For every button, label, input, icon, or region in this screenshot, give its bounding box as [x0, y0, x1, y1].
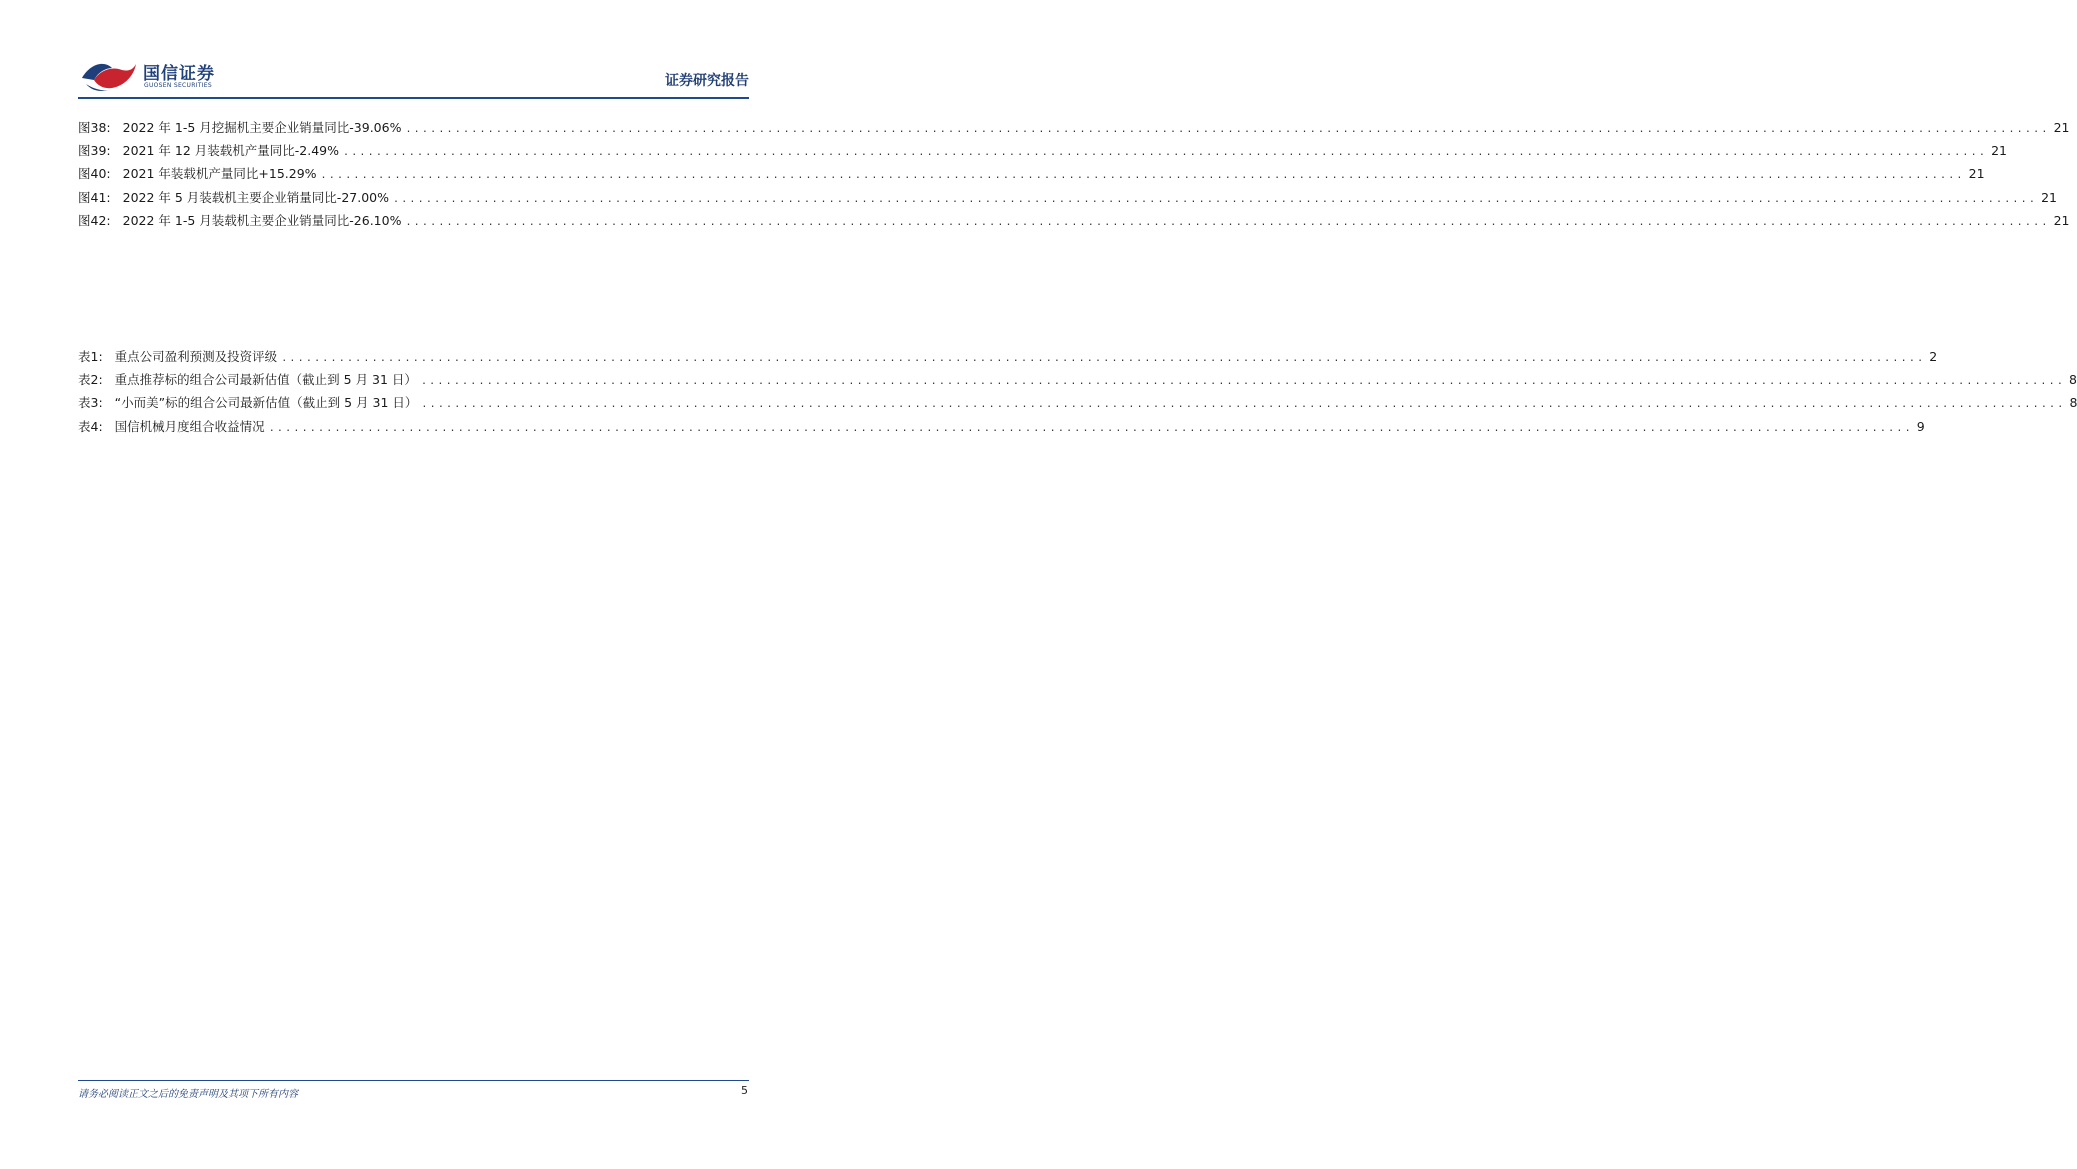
toc-entry-title: 2021 年 12 月装载机产量同比-2.49% [122, 143, 339, 159]
toc-entry-label: 表1: [78, 349, 103, 364]
toc-dot-leader: ........................................................................................................................................................................................................ [281, 353, 1926, 364]
header-divider [78, 97, 749, 99]
figure-index-entry[interactable] [78, 186, 2057, 209]
footer-divider [78, 1080, 749, 1081]
toc-entry-page: 2 [1929, 349, 1938, 364]
toc-entry-label: 图40: [78, 166, 111, 182]
table-index-list [78, 345, 2077, 438]
toc-entry-title: 2022 年 1-5 月挖掘机主要企业销量同比-39.06% [122, 120, 402, 135]
toc-entry-page: 21 [2053, 212, 2070, 228]
toc-dot-leader: ........................................................................................................................................................................................................ [342, 147, 1988, 159]
figure-index-list [78, 116, 2070, 232]
guosen-logo [78, 56, 238, 96]
toc-dot-leader: ........................................................................................................................................................................................................ [405, 124, 2050, 135]
table-index-entry[interactable] [78, 391, 2077, 414]
toc-dot-leader: ........................................................................................................................................................................................................ [392, 193, 2038, 205]
toc-dot-leader: ........................................................................................................................................................................................................ [421, 399, 2066, 411]
toc-entry-title: 2022 年 1-5 月装载机主要企业销量同比-26.10% [122, 212, 402, 228]
page-number: 5 [741, 1084, 748, 1097]
toc-entry-title: “小而美”标的组合公司最新估值（截止到 5 月 31 日） [114, 395, 418, 411]
toc-entry-label: 表3: [78, 395, 103, 411]
guosen-logo-mark-icon [78, 58, 138, 94]
toc-entry-label: 图39: [78, 143, 111, 159]
toc-entry-title: 2021 年装载机产量同比+15.29% [122, 166, 317, 182]
toc-dot-leader: ........................................................................................................................................................................................................ [268, 422, 1913, 434]
toc-dot-leader: ........................................................................................................................................................................................................ [420, 376, 2066, 388]
toc-entry-page: 8 [2069, 372, 2077, 388]
toc-dot-leader: ........................................................................................................................................................................................................ [320, 170, 1965, 182]
toc-entry-label: 图41: [78, 189, 111, 205]
toc-entry-page: 21 [1968, 166, 1985, 182]
page-header [78, 56, 749, 96]
toc-entry-title: 国信机械月度组合收益情况 [114, 418, 265, 434]
footer-disclaimer: 请务必阅读正文之后的免责声明及其项下所有内容 [78, 1089, 298, 1100]
toc-entry-page: 8 [2069, 395, 2077, 411]
toc-entry-page: 21 [2053, 120, 2070, 135]
toc-entry-title: 2022 年 5 月装载机主要企业销量同比-27.00% [122, 189, 389, 205]
logo-chinese-text: 国信证券 [143, 64, 215, 84]
logo-english-text: GUOSEN SECURITIES [144, 82, 213, 89]
figure-index-entry[interactable] [78, 209, 2070, 232]
report-type-label: 证券研究报告 [665, 73, 749, 89]
toc-entry-page: 21 [1991, 143, 2007, 159]
table-index-entry[interactable] [78, 415, 1925, 438]
toc-entry-label: 图38: [78, 120, 111, 135]
table-index-entry[interactable] [78, 345, 1938, 368]
toc-entry-label: 表2: [78, 372, 103, 388]
toc-entry-title: 重点公司盈利预测及投资评级 [114, 349, 278, 364]
table-index-entry[interactable] [78, 368, 2077, 391]
toc-entry-title: 重点推荐标的组合公司最新估值（截止到 5 月 31 日） [114, 372, 417, 388]
figure-index-entry[interactable] [78, 116, 2070, 139]
toc-entry-label: 图42: [78, 212, 111, 228]
toc-entry-page: 9 [1916, 418, 1925, 434]
toc-dot-leader: ........................................................................................................................................................................................................ [405, 216, 2050, 228]
toc-entry-label: 表4: [78, 418, 103, 434]
figure-index-entry[interactable] [78, 139, 2007, 162]
toc-entry-page: 21 [2041, 189, 2057, 205]
figure-index-entry[interactable] [78, 162, 1985, 185]
